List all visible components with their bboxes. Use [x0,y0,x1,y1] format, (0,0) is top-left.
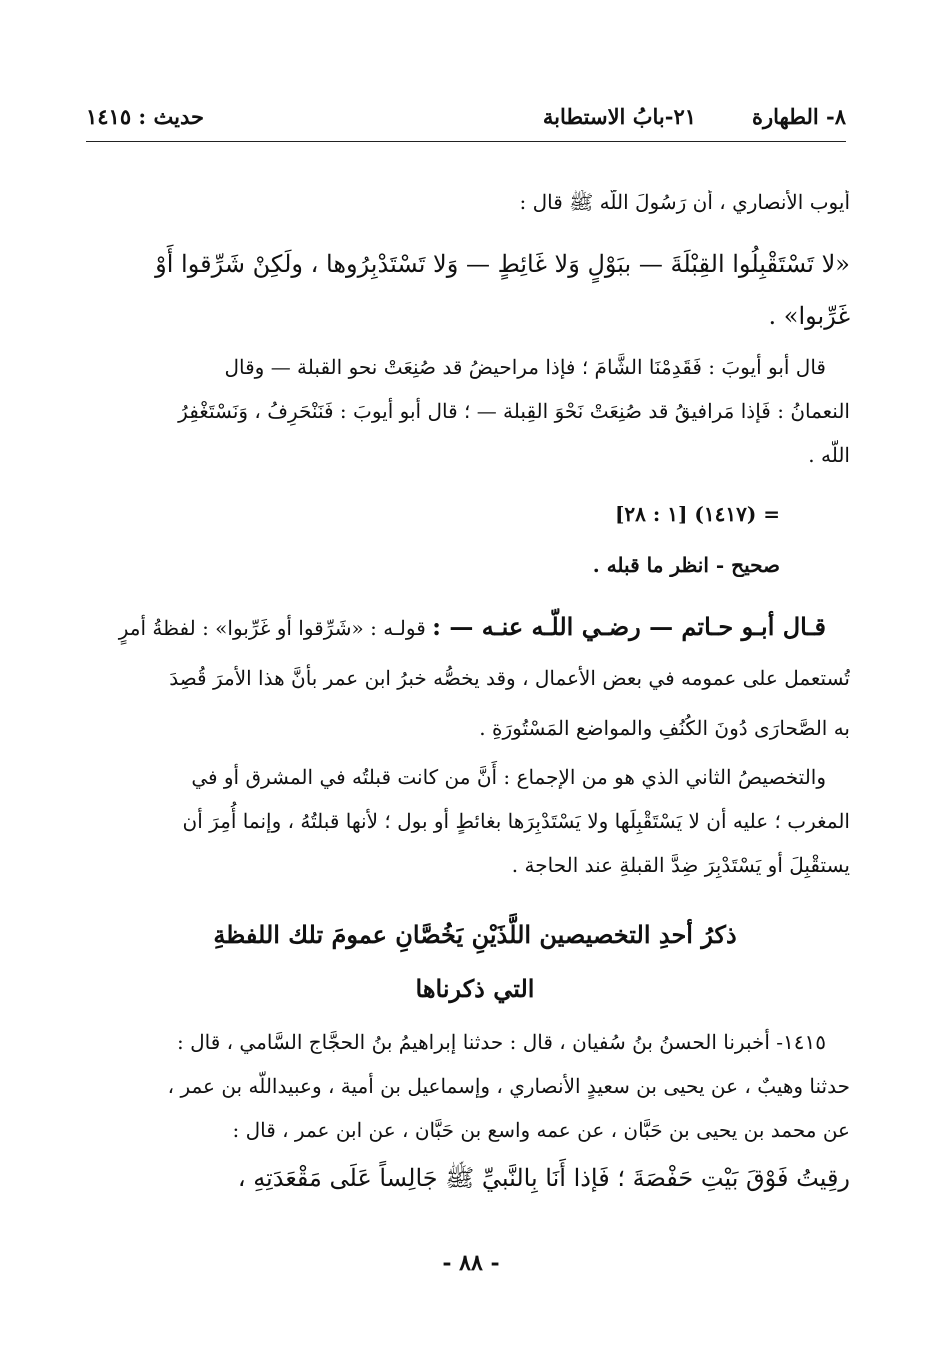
text-line: عن محمد بن يحيى بن حَبَّان ، عن عمه واسع بن حَبَّان ، عن ابن عمر ، قال : [232,1118,850,1142]
chapter-title: ٨- الطهارة [752,104,846,129]
text-line: به الصَّحارَى دُونَ الكُنُفِ والمواضع المَسْتُورَةِ . [479,716,850,740]
text-line: رقِيتُ فَوْقَ بَيْتِ حَفْصَةَ ؛ فَإذا أَنَا بِالنَّبيِّ ﷺ جَالِساً عَلَى مَقْعَدَتِهِ ، [237,1164,850,1192]
text-line: ١٤١٥- أخبرنا الحسنُ بنُ سُفيان ، قال : حدثنا إبراهيمُ بنُ الحجَّاج السَّامي ، قال : [176,1030,826,1054]
hadith-reference: حديث : ١٤١٥ [86,104,204,129]
reference-line: = (١٤١٧) [١ : ٢٨] [614,502,780,526]
text-line: اللّه . [808,443,850,467]
paragraph-intro [100,190,850,219]
hadith-quote [100,238,850,342]
speaker-heading: قـال أبـو حـاتم — رضـي اللّـه عنـه — : [432,612,826,641]
text-line: حدثنا وهيبٌ ، عن يحيى بن سعيدٍ الأنصاري ، وإسماعيل بن أمية ، وعبيداللّه بن عمر ، [167,1074,850,1098]
text-line: النعمانُ : فَإذا مَرافيقُ قد صُنِعَتْ نَحْوَ القِبلة — ؛ قال أبو أيوبَ : فَنَنْحَرِفُ ، وَنَسْتَغْفِرُ [178,399,850,423]
text-line: والتخصيصُ الثاني الذي هو من الإجماع : أَنَّ من كانت قبلتُه في المشرق أو في [191,765,826,789]
grading-line: صحيح - انظر ما قبله . [592,553,780,577]
text-line: أيوب الأنصاري ، أن رَسُولَ اللّه ﷺ قال : [519,190,850,214]
paragraph-consensus [100,755,850,887]
section-heading [100,908,850,1016]
paragraph-abu-ayyub [100,345,850,477]
heading-line-1: ذكرُ أحدِ التخصيصين اللَّذَيْنِ يَخُصَّانِ عمومَ تلك اللفظةِ [213,920,737,949]
heading-line-2: التي ذكرناها [415,974,535,1003]
text-line: المغرب ؛ عليه أن لا يَسْتَقْبِلَها ولا يَسْتَدْبِرَها بغائطٍ أو بول ؛ لأنها قبلتُهُ ، وإنما أُمِرَ أن [182,809,850,833]
cross-reference [100,502,780,526]
running-header [86,104,846,140]
grading [100,553,780,577]
header-divider [86,141,846,142]
text-fragment: قولـه : «شَرِّقوا أو غَرِّبوا» : لفظةُ أمرٍ [118,616,426,640]
page-number: - ٨٨ - [442,1250,500,1276]
quote-line-1: «لا تَسْتَقْبِلُوا القِبْلَةَ — ببَوْلٍ وَلا غَائِطٍ — وَلا تَسْتَدْبِرُوها ، ولَكِنْ شَرِّقوا أَوْ [155,250,850,278]
text-line: يستقْبِلَ أو يَسْتَدْبِرَ ضِدَّ القبلةِ عند الحاجة . [511,853,850,877]
section-title: ٢١-بابُ الاستطابة [542,104,696,129]
quote-line-2: غَرِّبوا» . [768,302,850,330]
text-line: تُستعمل على عمومه في بعض الأعمال ، وقد يخصُّه خبرُ ابن عمر بأنَّ هذا الأمرَ قُصِدَ [169,666,850,690]
text-line: قال أبو أيوبَ : فَقَدِمْنَا الشَّامَ ؛ فإذا مراحيضُ قد صُنِعَتْ نحو القبلة — وقال [224,355,826,379]
paragraph-commentary [100,602,850,753]
hadith-1415 [100,1020,850,1204]
